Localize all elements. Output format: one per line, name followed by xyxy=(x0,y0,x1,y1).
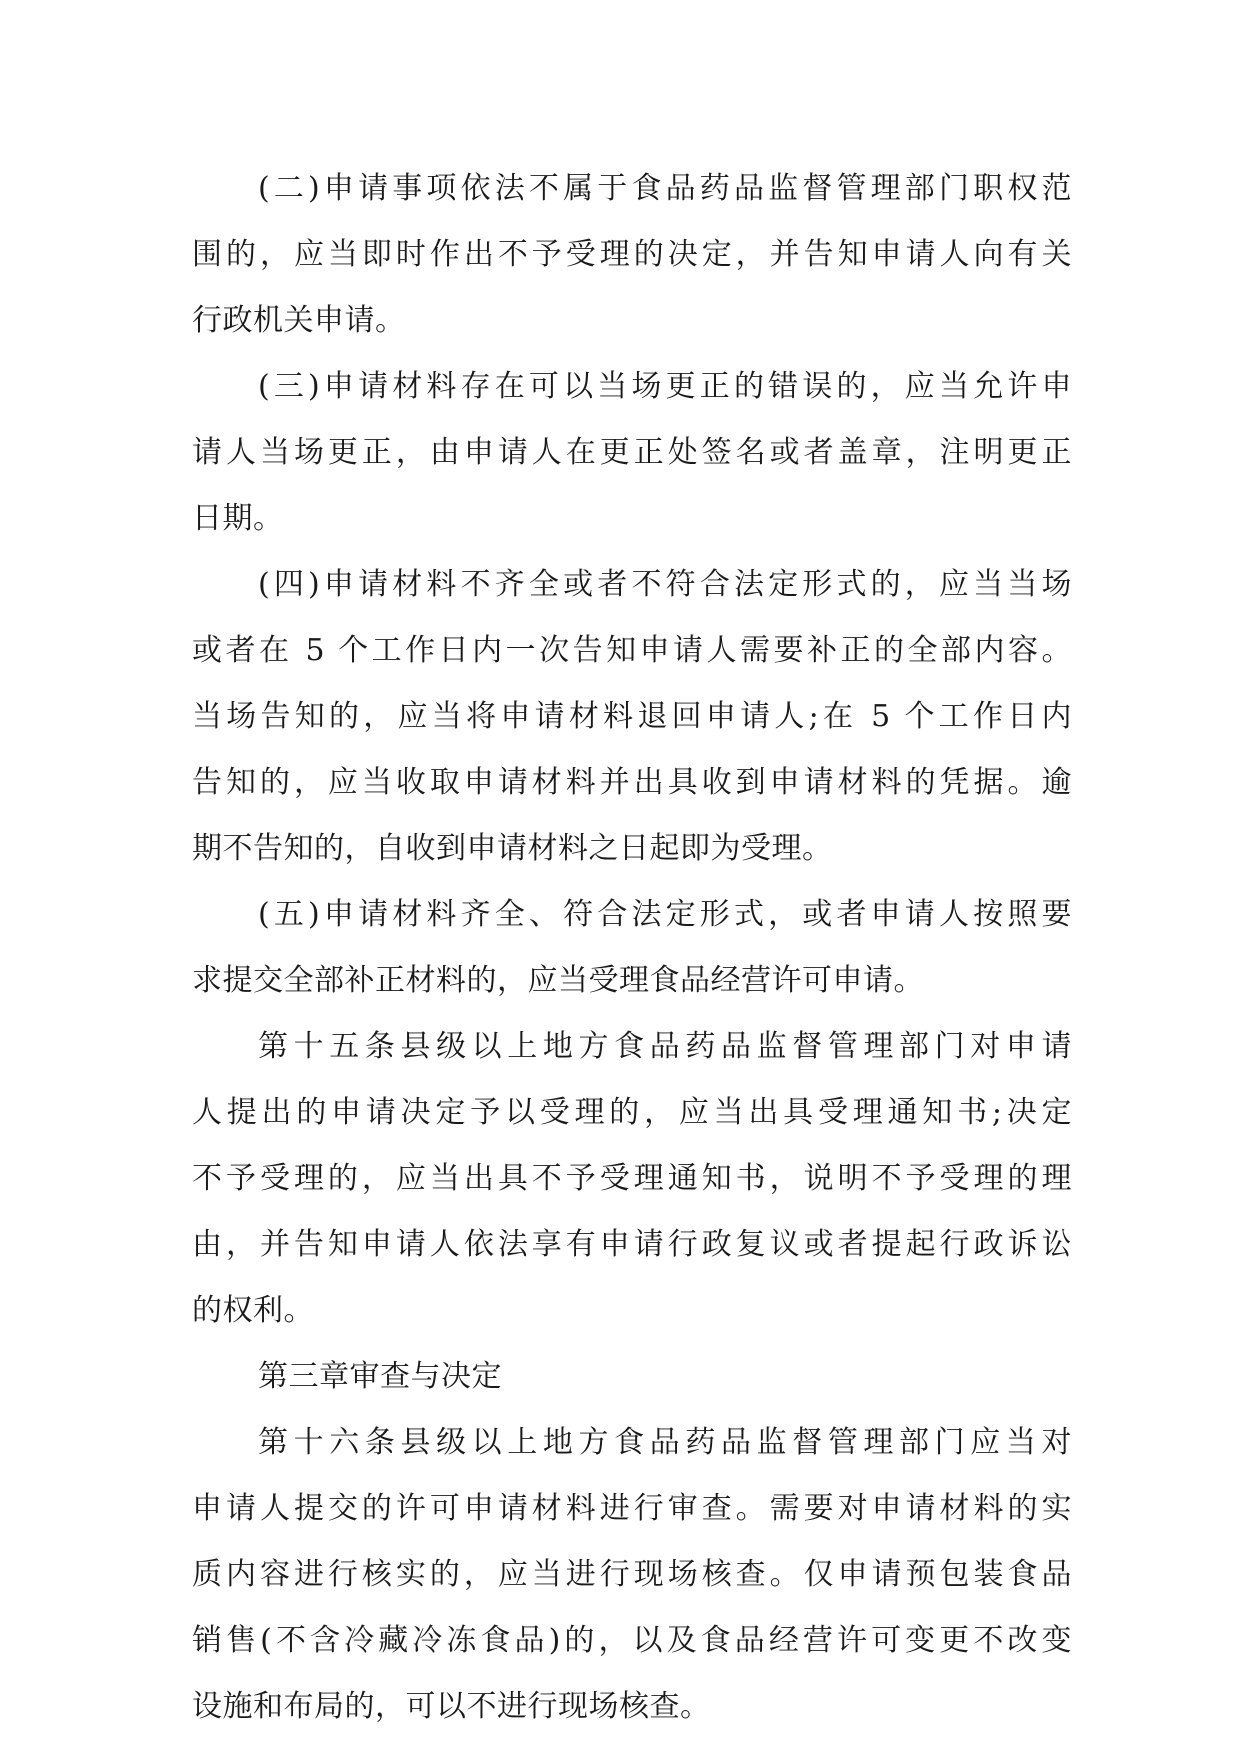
paragraph-line: 质内容进行核实的，应当进行现场核查。仅申请预包装食品 xyxy=(192,1557,1072,1592)
paragraph-line: 告知的，应当收取申请材料并出具收到申请材料的凭据。逾 xyxy=(192,765,1072,800)
paragraph-line: 第十五条县级以上地方食品药品监督管理部门对申请 xyxy=(258,1029,1072,1064)
paragraph-line: 不予受理的，应当出具不予受理通知书，说明不予受理的理 xyxy=(192,1161,1072,1196)
paragraph-line: (二)申请事项依法不属于食品药品监督管理部门职权范 xyxy=(258,171,1072,206)
paragraph-line: 期不告知的，自收到申请材料之日起即为受理。 xyxy=(192,831,833,866)
paragraph-line: 当场告知的，应当将申请材料退回申请人;在 5 个工作日内 xyxy=(192,699,1072,734)
paragraph-line: 由，并告知申请人依法享有申请行政复议或者提起行政诉讼 xyxy=(192,1227,1072,1262)
paragraph-line: 人提出的申请决定予以受理的，应当出具受理通知书;决定 xyxy=(192,1095,1072,1130)
paragraph-line: 设施和布局的，可以不进行现场核查。 xyxy=(192,1689,711,1724)
document-body xyxy=(192,156,1072,1740)
paragraph-line: 行政机关申请。 xyxy=(192,303,406,338)
paragraph-line: (三)申请材料存在可以当场更正的错误的，应当允许申 xyxy=(258,369,1072,404)
paragraph-line: 围的，应当即时作出不予受理的决定，并告知申请人向有关 xyxy=(192,237,1072,272)
paragraph-line: 第十六条县级以上地方食品药品监督管理部门应当对 xyxy=(258,1425,1072,1460)
paragraph-line: 或者在 5 个工作日内一次告知申请人需要补正的全部内容。 xyxy=(192,633,1072,668)
paragraph-line: 申请人提交的许可申请材料进行审查。需要对申请材料的实 xyxy=(192,1491,1072,1526)
chapter-heading: 第三章审查与决定 xyxy=(258,1359,502,1394)
paragraph-line: 日期。 xyxy=(192,501,284,536)
paragraph-line: (五)申请材料齐全、符合法定形式，或者申请人按照要 xyxy=(258,897,1072,932)
paragraph-line: 的权利。 xyxy=(192,1293,314,1328)
paragraph-line: 销售(不含冷藏冷冻食品)的，以及食品经营许可变更不改变 xyxy=(192,1623,1072,1658)
paragraph-line: (四)申请材料不齐全或者不符合法定形式的，应当当场 xyxy=(258,567,1072,602)
paragraph-line: 求提交全部补正材料的，应当受理食品经营许可申请。 xyxy=(192,963,924,998)
paragraph-line: 请人当场更正，由申请人在更正处签名或者盖章，注明更正 xyxy=(192,435,1072,470)
